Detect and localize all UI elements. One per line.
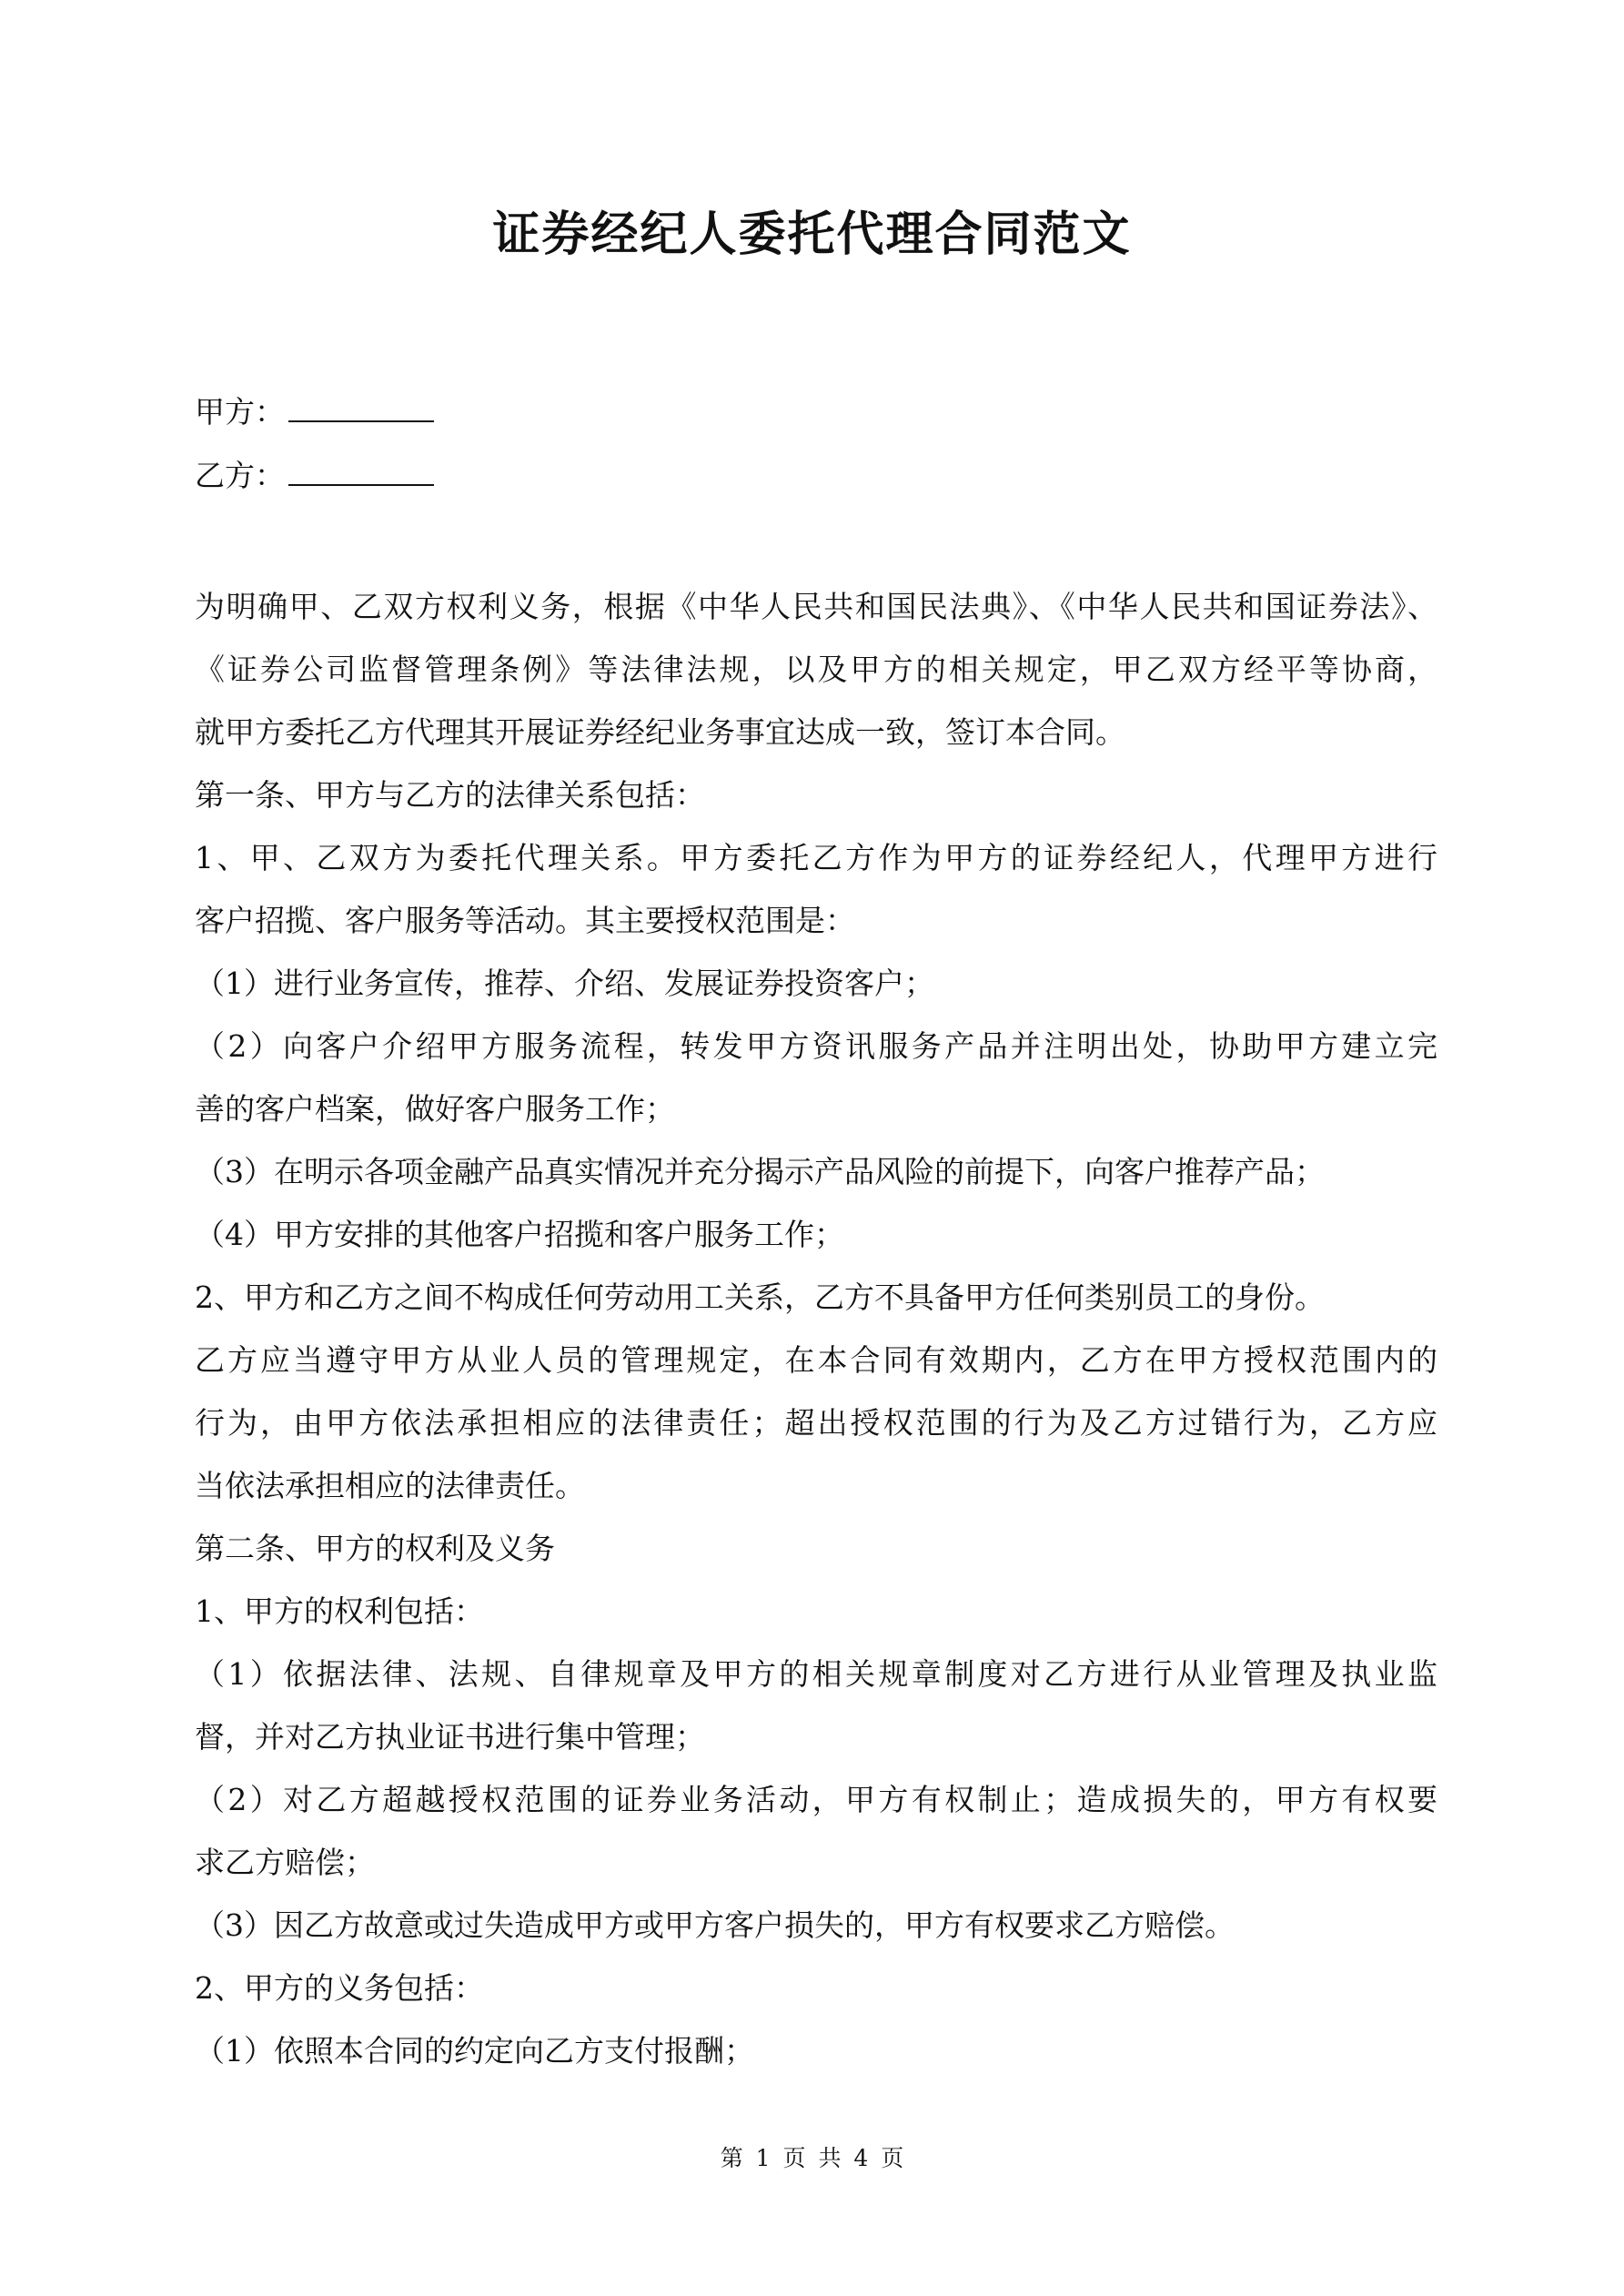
- section-heading: 第二条、甲方的权利及义务: [195, 1531, 555, 1566]
- party-a-label: 甲方：: [195, 394, 285, 430]
- text-line: 当依法承担相应的法律责任。: [195, 1468, 585, 1503]
- list-item: （2）向客户介绍甲方服务流程，转发甲方资讯服务产品并注明出处，协助甲方建立完: [195, 1028, 1437, 1064]
- text-line: 客户招揽、客户服务等活动。其主要授权范围是：: [195, 903, 855, 938]
- text-line: 1、甲、乙双方为委托代理关系。甲方委托乙方作为甲方的证券经纪人，代理甲方进行: [195, 840, 1437, 875]
- page-footer: 第 1 页 共 4 页: [720, 2145, 904, 2171]
- party-b-line: [195, 453, 434, 499]
- text-line: 行为，由甲方依法承担相应的法律责任；超出授权范围的行为及乙方过错行为，乙方应: [195, 1405, 1437, 1441]
- list-item: （4）甲方安排的其他客户招揽和客户服务工作；: [195, 1217, 844, 1252]
- text-line: 《证券公司监督管理条例》等法律法规，以及甲方的相关规定，甲乙双方经平等协商，: [195, 652, 1437, 687]
- text-line: 2、甲方的义务包括：: [195, 1970, 484, 2006]
- text-line: 2、甲方和乙方之间不构成任何劳动用工关系，乙方不具备甲方任何类别员工的身份。: [195, 1279, 1325, 1315]
- text-line: 1、甲方的权利包括：: [195, 1593, 484, 1629]
- text-line: 就甲方委托乙方代理其开展证券经纪业务事宜达成一致，签订本合同。: [195, 714, 1125, 750]
- list-item: （3）因乙方故意或过失造成甲方或甲方客户损失的，甲方有权要求乙方赔偿。: [195, 1907, 1235, 1943]
- text-line: 求乙方赔偿；: [195, 1845, 375, 1880]
- text-line: 善的客户档案，做好客户服务工作；: [195, 1091, 675, 1127]
- text-line: 为明确甲、乙双方权利义务，根据《中华人民共和国民法典》、《中华人民共和国证券法》、: [195, 589, 1437, 624]
- text-line: 督，并对乙方执业证书进行集中管理；: [195, 1719, 705, 1755]
- list-item: （3）在明示各项金融产品真实情况并充分揭示产品风险的前提下，向客户推荐产品；: [195, 1154, 1325, 1189]
- list-item: （2）对乙方超越授权范围的证券业务活动，甲方有权制止；造成损失的，甲方有权要: [195, 1782, 1437, 1817]
- party-a-blank: [288, 393, 434, 422]
- list-item: （1）依照本合同的约定向乙方支付报酬；: [195, 2033, 754, 2068]
- section-heading: 第一条、甲方与乙方的法律关系包括：: [195, 777, 705, 813]
- party-a-line: [195, 389, 434, 435]
- party-b-blank: [288, 457, 434, 486]
- contract-body: [195, 575, 1437, 2082]
- list-item: （1）依据法律、法规、自律规章及甲方的相关规章制度对乙方进行从业管理及执业监: [195, 1656, 1437, 1692]
- text-line: 乙方应当遵守甲方从业人员的管理规定，在本合同有效期内，乙方在甲方授权范围内的: [195, 1342, 1437, 1378]
- document-title: 证券经纪人委托代理合同范文: [492, 207, 1132, 262]
- party-b-label: 乙方：: [195, 458, 285, 493]
- list-item: （1）进行业务宣传，推荐、介绍、发展证券投资客户；: [195, 966, 934, 1001]
